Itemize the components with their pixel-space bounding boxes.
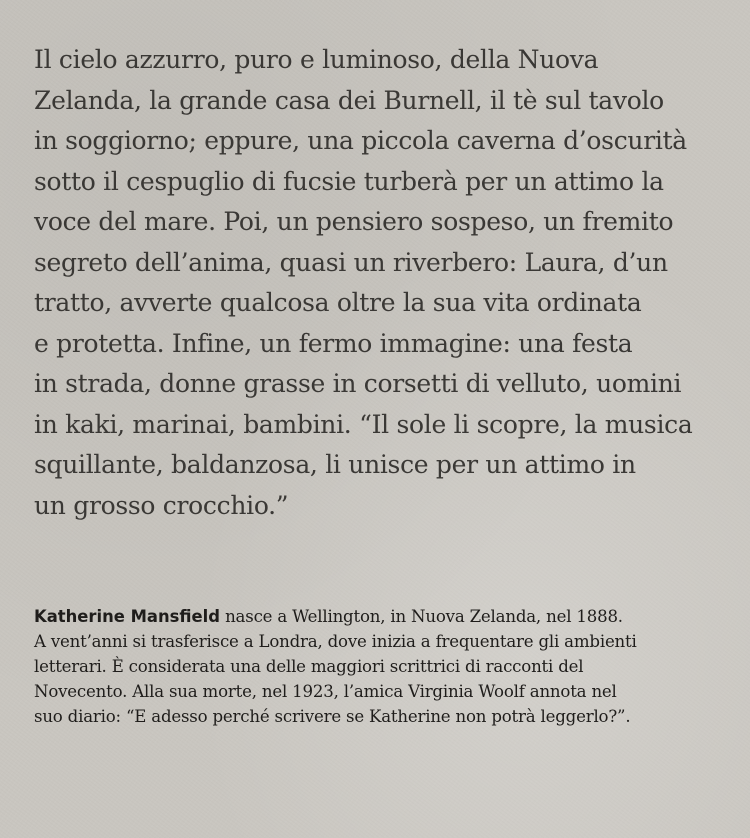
blurb-line: Zelanda, la grande casa dei Burnell, il tè sul tavolo (34, 85, 664, 115)
blurb-paragraph (34, 40, 734, 526)
author-bio (34, 604, 734, 729)
author-name: Katherine Mansfield (34, 607, 220, 626)
bio-first-line-text: nasce a Wellington, in Nuova Zelanda, nel 1888. (220, 607, 623, 626)
blurb-line: segreto dell’anima, quasi un riverbero: Laura, d’un (34, 247, 668, 277)
blurb-line: voce del mare. Poi, un pensiero sospeso, un fremito (34, 207, 674, 236)
blurb-line: un grosso crocchio.” (34, 490, 289, 520)
bio-line: suo diario: “E adesso perché scrivere se Katherine non potrà leggerlo?”. (34, 707, 631, 726)
blurb-line: tratto, avverte qualcosa oltre la sua vita ordinata (34, 288, 642, 317)
blurb-line: e protetta. Infine, un fermo immagine: una festa (34, 328, 633, 358)
blurb-line: in soggiorno; eppure, una piccola caverna d’oscurità (34, 126, 687, 155)
bio-line: letterari. È considerata una delle maggiori scrittrici di racconti del (34, 657, 584, 676)
blurb-line: sotto il cespuglio di fucsie turberà per un attimo la (34, 166, 664, 196)
blurb-line: in kaki, marinai, bambini. “Il sole li scopre, la musica (34, 409, 693, 439)
bio-first-line (34, 604, 734, 629)
bio-line: Novecento. Alla sua morte, nel 1923, l’amica Virginia Woolf annota nel (34, 682, 617, 701)
blurb-line: Il cielo azzurro, puro e luminoso, della Nuova (34, 45, 599, 74)
blurb-line: squillante, baldanzosa, li unisce per un attimo in (34, 450, 636, 479)
blurb-line: in strada, donne grasse in corsetti di velluto, uomini (34, 369, 682, 398)
bio-line: A vent’anni si trasferisce a Londra, dove inizia a frequentare gli ambienti (34, 632, 637, 651)
